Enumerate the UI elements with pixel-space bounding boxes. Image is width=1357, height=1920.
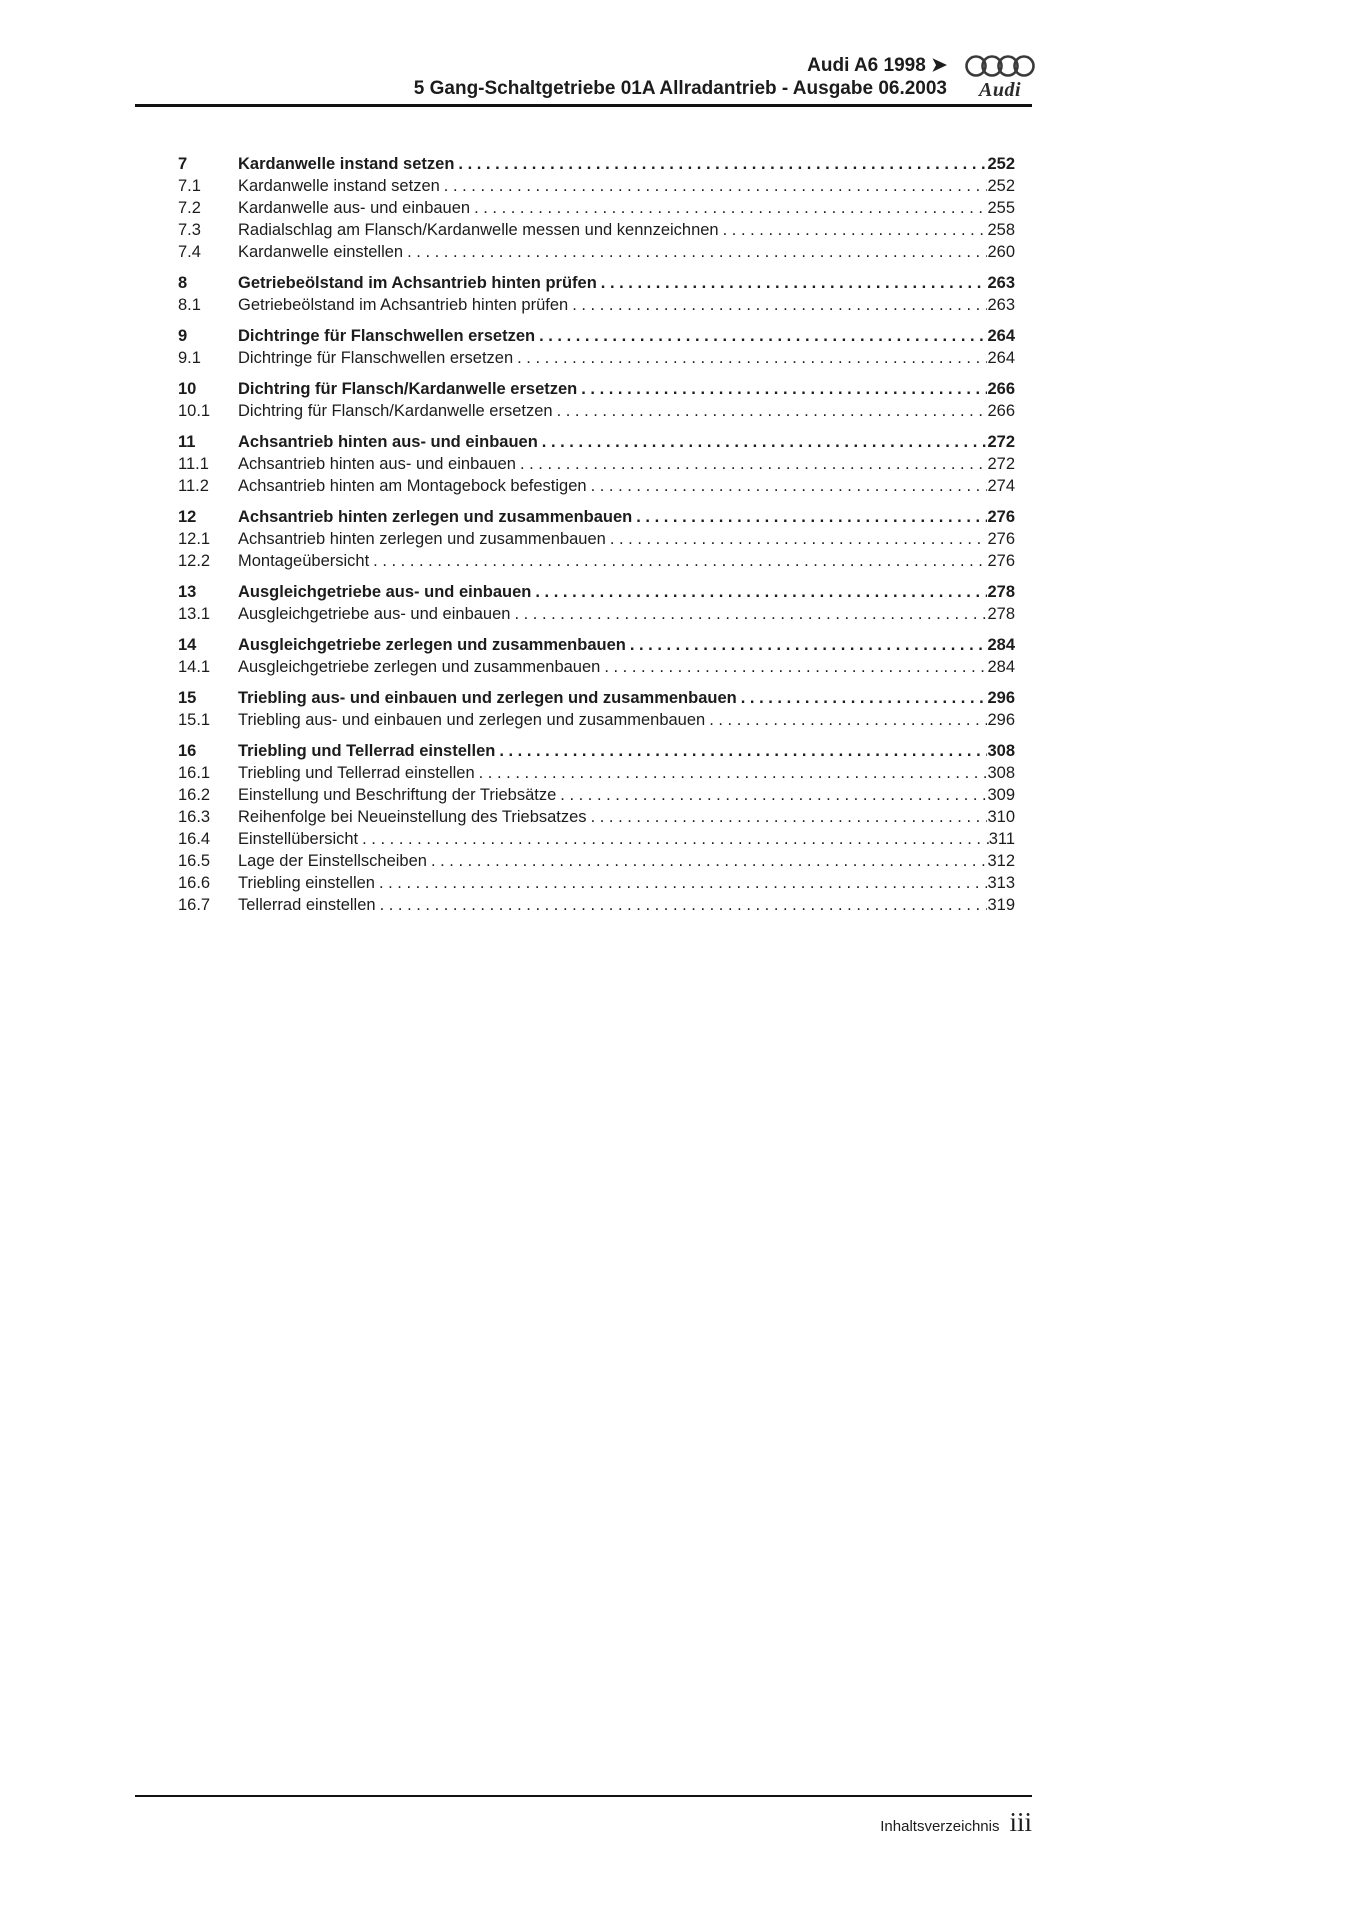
toc-entry-page: 276 bbox=[987, 508, 1015, 526]
toc-entry-title: Montageübersicht bbox=[238, 552, 370, 570]
toc-entry-title: Dichtring für Flansch/Kardanwelle ersetzen bbox=[238, 380, 578, 398]
toc-dot-leader bbox=[539, 325, 987, 347]
toc-entry-title: Kardanwelle aus- und einbauen bbox=[238, 199, 471, 217]
toc-entry bbox=[178, 219, 1015, 241]
toc-entry-number: 11 bbox=[178, 433, 196, 451]
toc-entry bbox=[178, 656, 1015, 678]
toc-dot-leader bbox=[630, 634, 988, 656]
toc-dot-leader bbox=[723, 219, 988, 241]
toc-entry-title: Getriebeölstand im Achsantrieb hinten prüfen bbox=[238, 296, 569, 314]
toc-entry-page: 272 bbox=[987, 433, 1015, 451]
footer-divider bbox=[135, 1795, 1032, 1797]
audi-rings-logo bbox=[965, 52, 1035, 80]
toc-entry bbox=[178, 828, 1015, 850]
toc-entry-number: 8.1 bbox=[178, 296, 201, 314]
toc-entry-title: Triebling aus- und einbauen und zerlegen und zusammenbauen bbox=[238, 689, 737, 707]
toc-entry-page: 263 bbox=[987, 274, 1015, 292]
toc-entry-title: Ausgleichgetriebe zerlegen und zusammenbauen bbox=[238, 658, 601, 676]
toc-dot-leader bbox=[741, 687, 988, 709]
toc-entry bbox=[178, 347, 1015, 369]
toc-entry-page: 319 bbox=[987, 896, 1015, 914]
toc-entry bbox=[178, 453, 1015, 475]
toc-entry-title: Triebling und Tellerrad einstellen bbox=[238, 742, 496, 760]
toc-entry-number: 12.2 bbox=[178, 552, 211, 570]
toc-entry bbox=[178, 687, 1015, 709]
toc-entry-number: 16.2 bbox=[178, 786, 211, 804]
toc-entry-title: Achsantrieb hinten aus- und einbauen bbox=[238, 455, 516, 473]
toc-entry bbox=[178, 603, 1015, 625]
toc-entry-number: 16.7 bbox=[178, 896, 211, 914]
toc-entry-title: Achsantrieb hinten zerlegen und zusammenbauen bbox=[238, 508, 633, 526]
toc-entry bbox=[178, 153, 1015, 175]
toc-entry-number: 8 bbox=[178, 274, 188, 292]
toc-entry-page: 310 bbox=[987, 808, 1015, 826]
toc-entry bbox=[178, 709, 1015, 731]
toc-entry-title: Achsantrieb hinten zerlegen und zusammenbauen bbox=[238, 530, 606, 548]
toc-entry-page: 296 bbox=[987, 711, 1015, 729]
toc-entry-number: 9 bbox=[178, 327, 188, 345]
toc-entry-number: 14 bbox=[178, 636, 197, 654]
toc-entry-number: 16.6 bbox=[178, 874, 211, 892]
toc-entry-page: 274 bbox=[987, 477, 1015, 495]
toc-entry-number: 13.1 bbox=[178, 605, 211, 623]
toc-entry-page: 309 bbox=[987, 786, 1015, 804]
toc-entry bbox=[178, 850, 1015, 872]
toc-entry-page: 278 bbox=[987, 583, 1015, 601]
toc-entry-number: 12 bbox=[178, 508, 197, 526]
toc-entry-page: 252 bbox=[987, 177, 1015, 195]
toc-entry bbox=[178, 528, 1015, 550]
toc-entry bbox=[178, 475, 1015, 497]
toc-entry-number: 15.1 bbox=[178, 711, 211, 729]
toc-entry bbox=[178, 325, 1015, 347]
toc-entry-page: 278 bbox=[987, 605, 1015, 623]
toc-entry-page: 264 bbox=[987, 327, 1015, 345]
toc-entry bbox=[178, 175, 1015, 197]
toc-dot-leader bbox=[610, 528, 988, 550]
toc-dot-leader bbox=[373, 550, 987, 572]
toc-dot-leader bbox=[636, 506, 987, 528]
toc-entry bbox=[178, 581, 1015, 603]
toc-entry-page: 311 bbox=[988, 830, 1015, 848]
toc-entry-title: Kardanwelle einstellen bbox=[238, 243, 404, 261]
toc-entry-number: 16.5 bbox=[178, 852, 211, 870]
toc-dot-leader bbox=[517, 347, 987, 369]
toc-entry bbox=[178, 294, 1015, 316]
toc-entry-title: Lage der Einstellscheiben bbox=[238, 852, 427, 870]
footer-label: Inhaltsverzeichnis bbox=[880, 1818, 1000, 1835]
header-title-block bbox=[414, 54, 947, 100]
toc-entry-page: 266 bbox=[987, 380, 1015, 398]
toc-dot-leader bbox=[431, 850, 988, 872]
toc-entry-page: 264 bbox=[987, 349, 1015, 367]
toc-entry-title: Achsantrieb hinten aus- und einbauen bbox=[238, 433, 538, 451]
toc-entry-title: Triebling einstellen bbox=[238, 874, 375, 892]
toc-entry-title: Tellerrad einstellen bbox=[238, 896, 376, 914]
toc-dot-leader bbox=[407, 241, 987, 263]
toc-entry-title: Kardanwelle instand setzen bbox=[238, 155, 455, 173]
toc-entry-page: 252 bbox=[987, 155, 1015, 173]
toc-entry-page: 272 bbox=[987, 455, 1015, 473]
toc-dot-leader bbox=[474, 197, 987, 219]
toc-dot-leader bbox=[379, 872, 988, 894]
toc-entry-page: 258 bbox=[987, 221, 1015, 239]
brand-block bbox=[965, 52, 1035, 100]
audi-logotype: Audi bbox=[978, 79, 1022, 101]
toc-entry-number: 7.3 bbox=[178, 221, 201, 239]
toc-entry-page: 263 bbox=[987, 296, 1015, 314]
toc-dot-leader bbox=[604, 656, 987, 678]
toc-entry-title: Einstellübersicht bbox=[238, 830, 359, 848]
toc-entry-number: 7 bbox=[178, 155, 188, 173]
toc-entry-number: 7.4 bbox=[178, 243, 201, 261]
toc-entry-number: 16.4 bbox=[178, 830, 211, 848]
toc-dot-leader bbox=[542, 431, 988, 453]
toc-dot-leader bbox=[458, 153, 987, 175]
toc-dot-leader bbox=[520, 453, 988, 475]
toc-entry bbox=[178, 894, 1015, 916]
toc-entry-number: 11.1 bbox=[178, 455, 209, 473]
toc-entry-title: Getriebeölstand im Achsantrieb hinten prüfen bbox=[238, 274, 597, 292]
toc-entry-title: Ausgleichgetriebe aus- und einbauen bbox=[238, 605, 511, 623]
toc-dot-leader bbox=[362, 828, 989, 850]
toc-entry-number: 11.2 bbox=[178, 477, 209, 495]
toc-entry-page: 284 bbox=[987, 636, 1015, 654]
toc-dot-leader bbox=[560, 784, 987, 806]
toc-entry-number: 7.1 bbox=[178, 177, 201, 195]
header-subtitle-line: 5 Gang-Schaltgetriebe 01A Allradantrieb - Ausgabe 06.2003 bbox=[413, 78, 947, 99]
toc-entry-page: 266 bbox=[987, 402, 1015, 420]
toc-dot-leader bbox=[591, 806, 988, 828]
toc-entry-number: 12.1 bbox=[178, 530, 211, 548]
page-footer bbox=[135, 1795, 1032, 1836]
toc-dot-leader bbox=[499, 740, 987, 762]
toc-entry-number: 10.1 bbox=[178, 402, 211, 420]
toc-dot-leader bbox=[479, 762, 988, 784]
toc-dot-leader bbox=[444, 175, 988, 197]
toc-entry-number: 16.1 bbox=[178, 764, 211, 782]
toc-entry-page: 296 bbox=[987, 689, 1015, 707]
toc-entry bbox=[178, 762, 1015, 784]
toc-entry-page: 308 bbox=[987, 764, 1015, 782]
toc-dot-leader bbox=[557, 400, 988, 422]
toc-entry bbox=[178, 634, 1015, 656]
toc-entry bbox=[178, 872, 1015, 894]
toc-entry-page: 308 bbox=[987, 742, 1015, 760]
toc-dot-leader bbox=[601, 272, 988, 294]
toc-entry-title: Reihenfolge bei Neueinstellung des Triebsatzes bbox=[238, 808, 587, 826]
toc-entry bbox=[178, 272, 1015, 294]
toc-entry-page: 276 bbox=[987, 530, 1015, 548]
toc-entry-number: 16.3 bbox=[178, 808, 211, 826]
toc-entry-title: Kardanwelle instand setzen bbox=[238, 177, 440, 195]
toc-list bbox=[178, 153, 1015, 916]
toc-entry bbox=[178, 550, 1015, 572]
toc-entry-title: Triebling und Tellerrad einstellen bbox=[238, 764, 475, 782]
toc-dot-leader bbox=[380, 894, 988, 916]
toc-entry bbox=[178, 400, 1015, 422]
toc-entry-number: 7.2 bbox=[178, 199, 201, 217]
toc-dot-leader bbox=[572, 294, 987, 316]
toc-entry-number: 13 bbox=[178, 583, 197, 601]
page-header bbox=[0, 0, 1357, 107]
toc-entry bbox=[178, 431, 1015, 453]
toc-entry-number: 10 bbox=[178, 380, 197, 398]
header-divider bbox=[135, 104, 1032, 107]
toc-entry-title: Einstellung und Beschriftung der Triebsätze bbox=[238, 786, 557, 804]
toc-entry-title: Radialschlag am Flansch/Kardanwelle messen und kennzeichnen bbox=[238, 221, 719, 239]
header-model-line: Audi A6 1998 ➤ bbox=[807, 55, 947, 76]
toc-entry bbox=[178, 740, 1015, 762]
toc-dot-leader bbox=[581, 378, 987, 400]
toc-entry-page: 312 bbox=[987, 852, 1015, 870]
toc-dot-leader bbox=[709, 709, 987, 731]
toc-dot-leader bbox=[591, 475, 988, 497]
toc-entry-title: Dichtringe für Flanschwellen ersetzen bbox=[238, 349, 514, 367]
toc-entry bbox=[178, 378, 1015, 400]
toc-entry-page: 255 bbox=[987, 199, 1015, 217]
toc-entry bbox=[178, 197, 1015, 219]
toc-entry-title: Achsantrieb hinten am Montagebock befestigen bbox=[238, 477, 587, 495]
toc-entry-title: Dichtring für Flansch/Kardanwelle ersetzen bbox=[238, 402, 553, 420]
toc-entry-page: 313 bbox=[987, 874, 1015, 892]
toc-entry bbox=[178, 784, 1015, 806]
toc-entry-title: Dichtringe für Flanschwellen ersetzen bbox=[238, 327, 536, 345]
toc-entry-title: Triebling aus- und einbauen und zerlegen und zusammenbauen bbox=[238, 711, 706, 729]
toc-entry-title: Ausgleichgetriebe aus- und einbauen bbox=[238, 583, 532, 601]
toc-entry-title: Ausgleichgetriebe zerlegen und zusammenbauen bbox=[238, 636, 626, 654]
toc-dot-leader bbox=[514, 603, 987, 625]
toc-entry-number: 9.1 bbox=[178, 349, 201, 367]
toc-entry-page: 284 bbox=[987, 658, 1015, 676]
footer-page-number: iii bbox=[1009, 1807, 1032, 1837]
toc-entry-page: 260 bbox=[987, 243, 1015, 261]
toc-entry-page: 276 bbox=[987, 552, 1015, 570]
toc-entry-number: 15 bbox=[178, 689, 197, 707]
toc-entry-number: 16 bbox=[178, 742, 197, 760]
toc-entry-number: 14.1 bbox=[178, 658, 211, 676]
toc-entry bbox=[178, 506, 1015, 528]
toc-entry bbox=[178, 241, 1015, 263]
toc-dot-leader bbox=[535, 581, 987, 603]
toc-entry bbox=[178, 806, 1015, 828]
